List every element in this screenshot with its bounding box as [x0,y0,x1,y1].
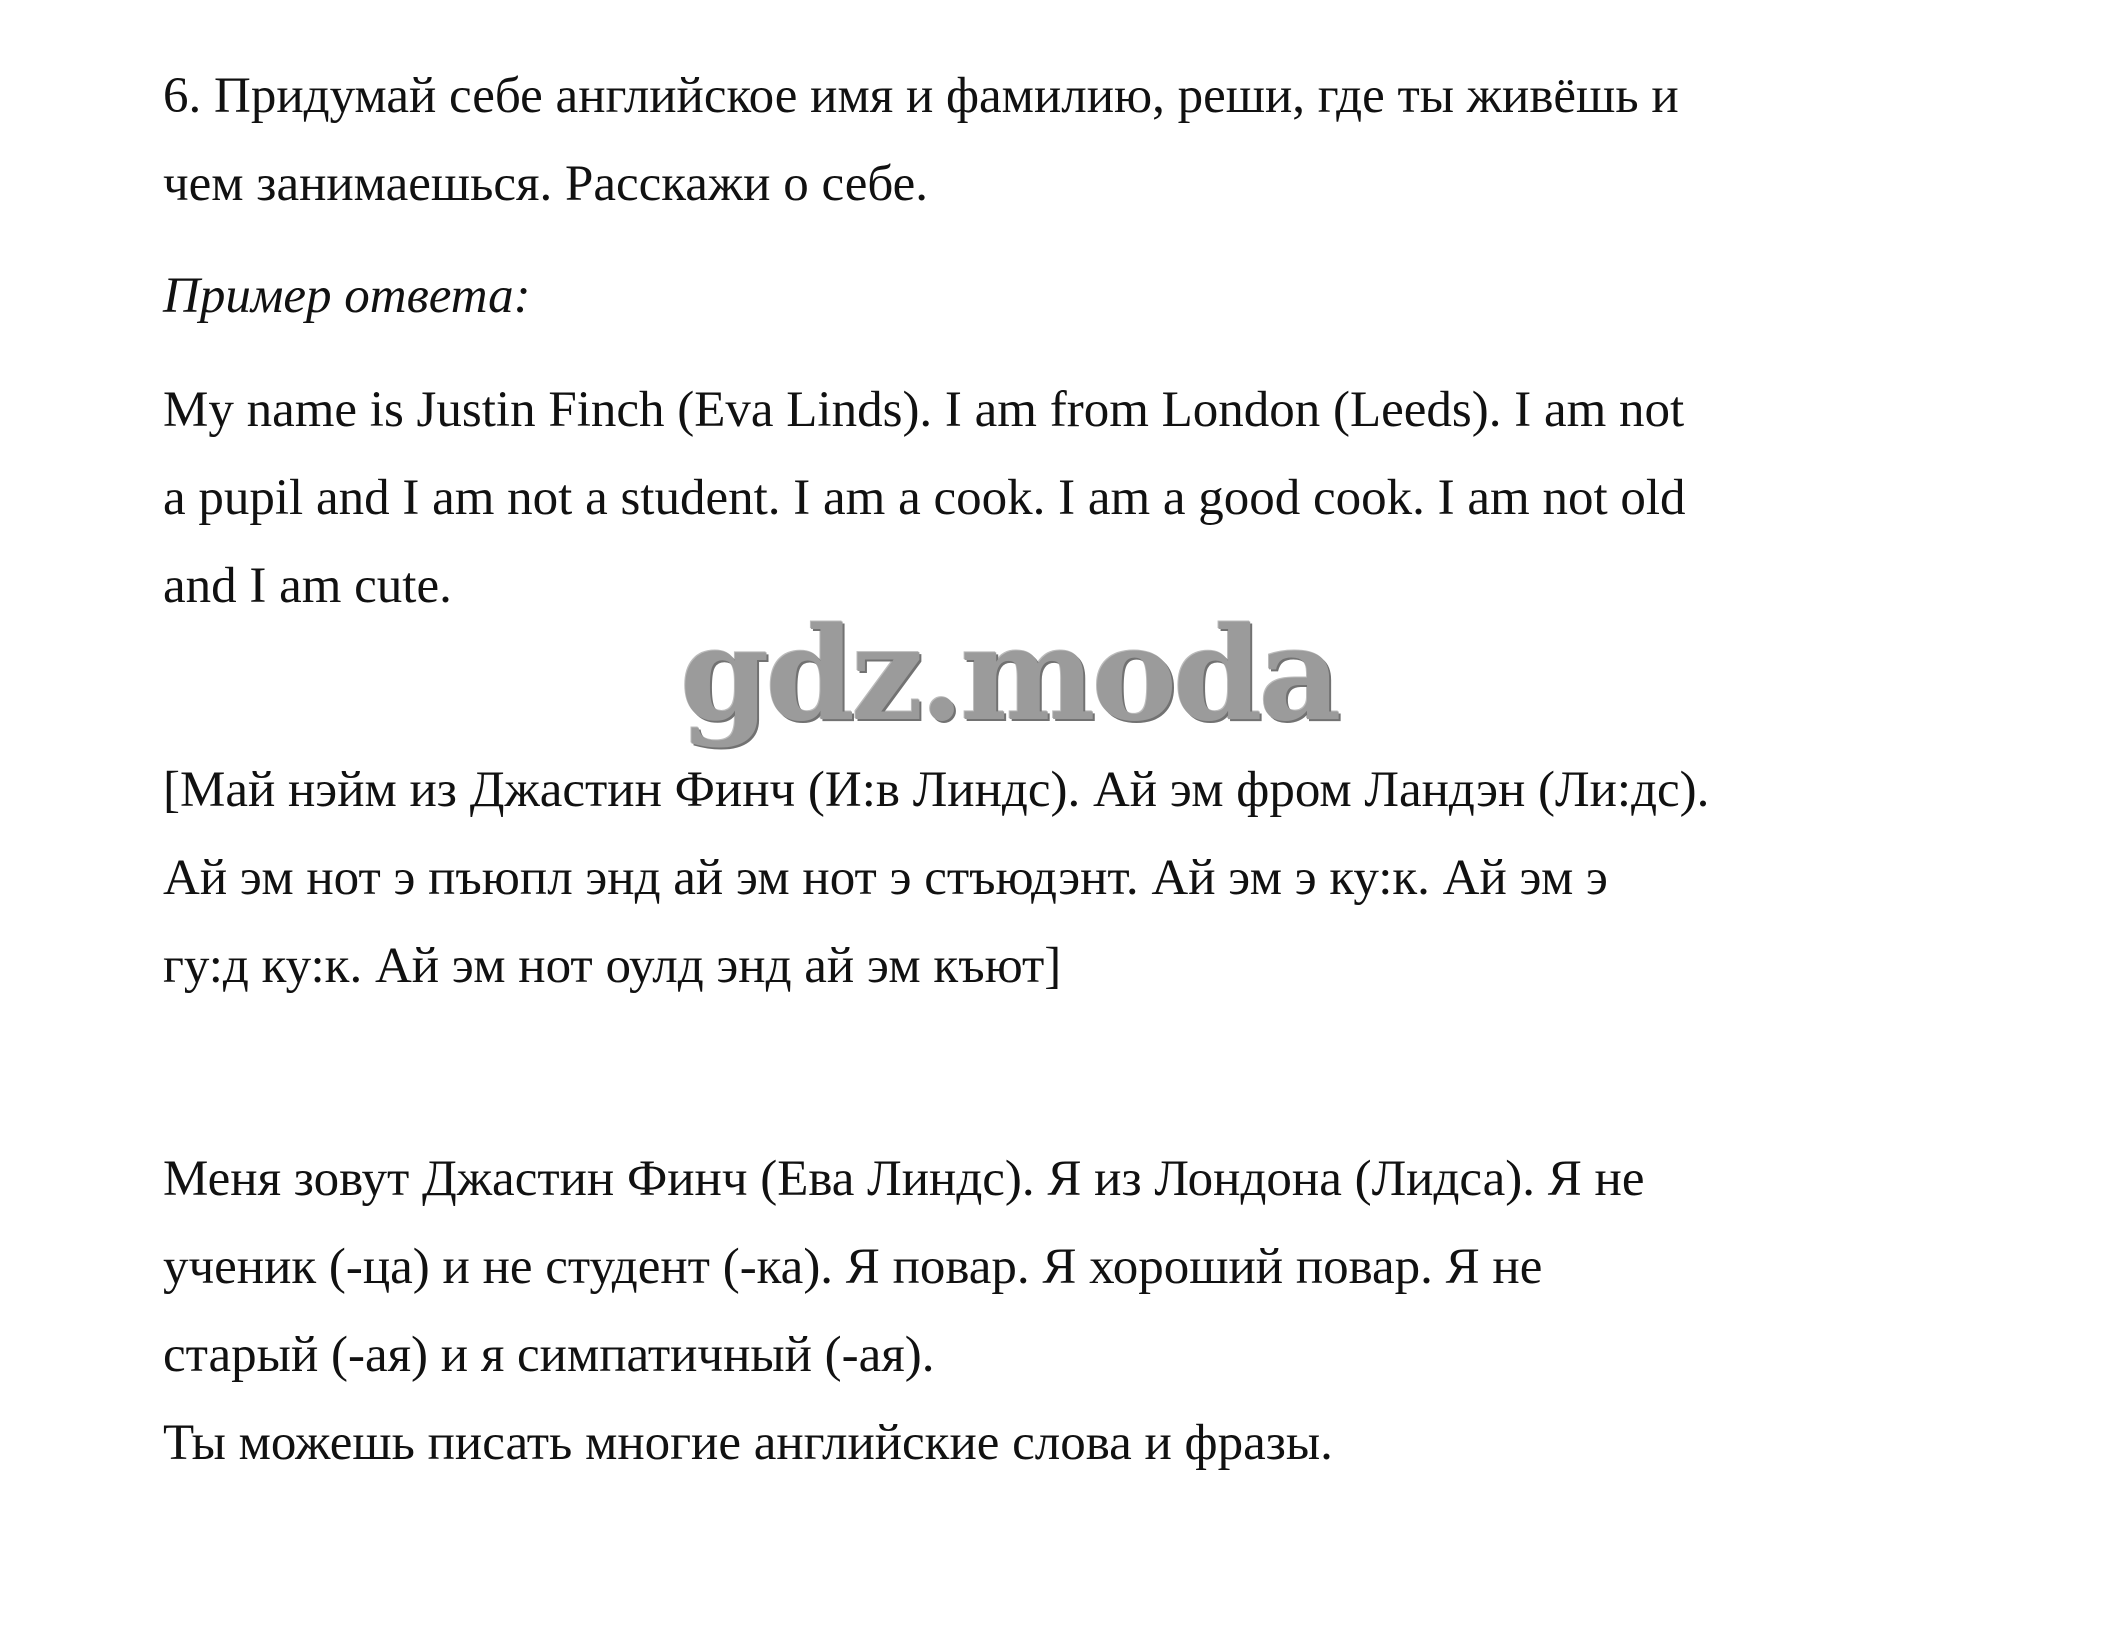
watermark-logo: gdz.moda [680,600,1338,750]
translation-line-2: ученик (-ца) и не студент (-ка). Я повар. Я хороший повар. Я не [163,1239,1543,1295]
translation-line-3: старый (-ая) и я симпатичный (-ая). [163,1327,935,1383]
task-line-1: 6. Придумай себе английское имя и фамилию, реши, где ты живёшь и [163,68,1679,124]
example-label: Пример ответа: [163,268,531,324]
translation-line-1: Меня зовут Джастин Финч (Ева Линдс). Я из Лондона (Лидса). Я не [163,1151,1645,1207]
translation-line-4: Ты можешь писать многие английские слова и фразы. [163,1415,1333,1471]
english-line-1: My name is Justin Finch (Eva Linds). I am from London (Leeds). I am not [163,382,1685,438]
english-line-2: a pupil and I am not a student. I am a cook. I am a good cook. I am not old [163,470,1686,526]
transcription-line-1: [Май нэйм из Джастин Финч (И:в Линдс). Ай эм фром Ландэн (Ли:дс). [163,762,1710,818]
transcription-line-2: Ай эм нот э пъюпл энд ай эм нот э стъюдэнт. Ай эм э ку:к. Ай эм э [163,850,1608,906]
transcription-line-3: гу:д ку:к. Ай эм нот оулд энд ай эм къют] [163,938,1062,994]
task-line-2: чем занимаешься. Расскажи о себе. [163,156,928,212]
english-line-3: and I am cute. [163,558,452,614]
document-page [163,52,2013,1487]
